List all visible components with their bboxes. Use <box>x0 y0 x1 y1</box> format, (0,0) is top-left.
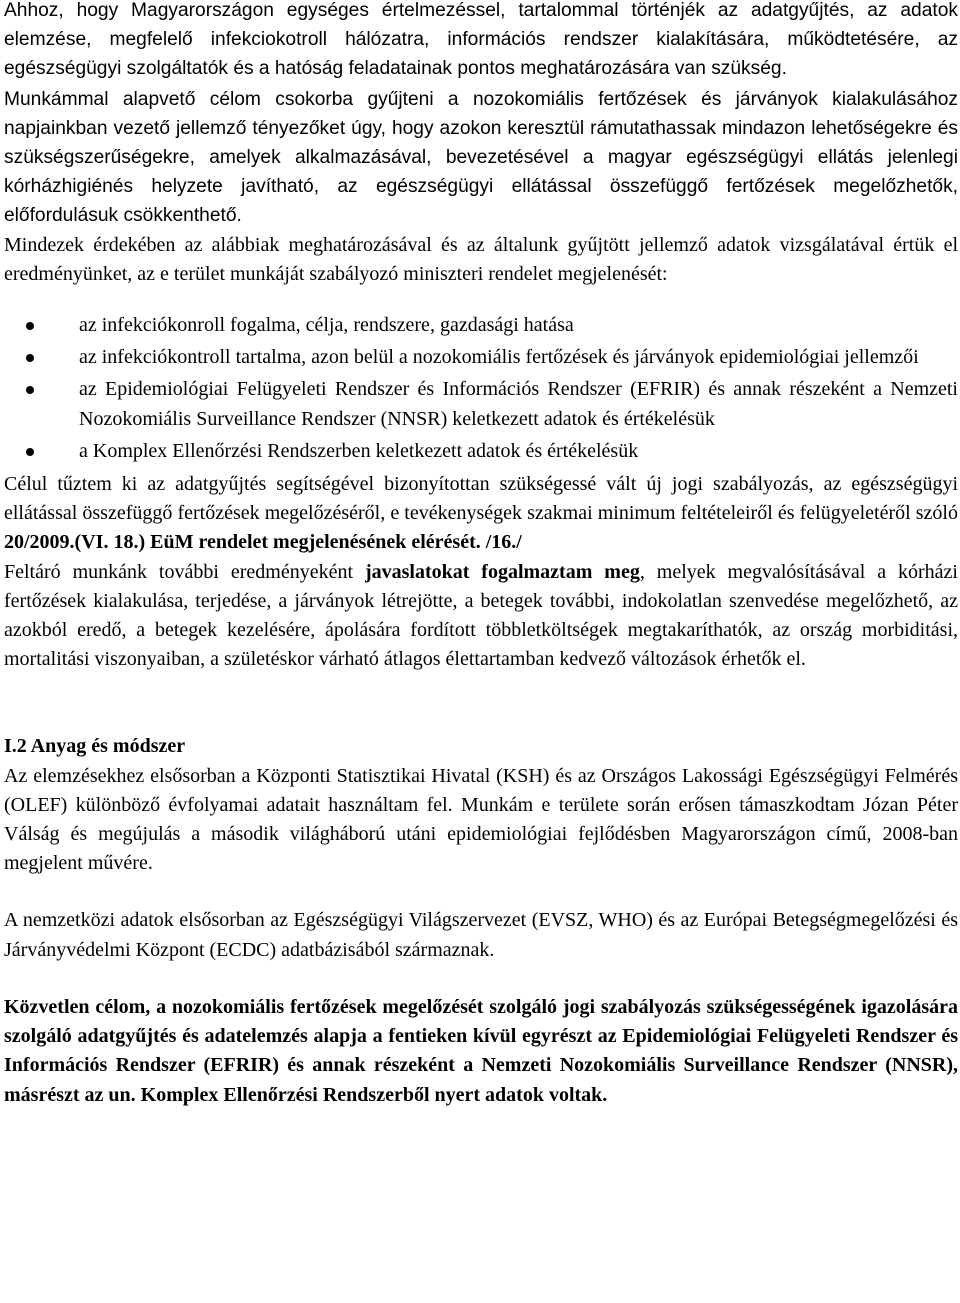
target-text: Célul tűztem ki az adatgyűjtés segítségével bizonyítottan szükségessé vált új jogi szabályozás, az egészségügyi ellátással összefüggő fertőzések megelőzéséről, e tevékenységek szakmai minimum feltételeiről és felügyeletéről szóló <box>4 473 958 525</box>
bullet-icon <box>26 354 34 362</box>
list-item <box>4 437 958 466</box>
decree-reference: 20/2009.(VI. 18.) EüM rendelet megjelenésének elérését. /16./ <box>4 531 522 554</box>
list-item <box>4 375 958 433</box>
aims-list <box>4 311 958 466</box>
section-heading: I.2 Anyag és módszer <box>4 735 186 758</box>
methods-paragraph-3: Közvetlen célom, a nozokomiális fertőzések megelőzését szolgáló jogi szabályozás szükségességének igazolására szolgáló adatgyűjtés és adatelemzés alapja a fentieken kívül egyrészt az Epidemiológiai Felügyeleti Rendszer és Információs Rendszer (EFRIR) és annak részeként a Nemzeti Nozokomiális Surveillance Rendszer (NNSR), másrészt az un. Komplex Ellenőrzési Rendszerből nyert adatok voltak. <box>4 995 958 1106</box>
list-item-text: az infekciókonroll fogalma, célja, rendszere, gazdasági hatása <box>79 314 574 337</box>
list-item-text: az infekciókontroll tartalma, azon belül a nozokomiális fertőzések és járványok epidemiológiai jellemzői <box>79 346 919 369</box>
methods-paragraph-1: Az elemzésekhez elsősorban a Központi Statisztikai Hivatal (KSH) és az Országos Lakossági Egészségügyi Felmérés (OLEF) különböző évfolyamai adatait használtam fel. Munkám e területe során erősen támaszkodtam Józan Péter Válság és megújulás a második világháború utáni epidemiológiai fejlődésben Magyarországon című, 2008-ban megjelent művére. <box>4 764 958 875</box>
aims-paragraph: Mindezek érdekében az alábbiak meghatározásával és az általunk gyűjtött jellemző adatok vizsgálatával értük el eredményünket, az e terület munkáját szabályozó miniszteri rendelet megjelenését: <box>4 233 958 285</box>
results-emphasis: javaslatokat fogalmaztam meg <box>364 560 640 583</box>
results-text-end: , melyek megvalósításával a kórházi fertőzések kialakulása, terjedése, a járványok létrejötte, a betegek további, indokolatlan szenvedése megelőzhető, az azokból eredő, a betegek kezelésére, ápolására fordított többletköltségek megtakaríthatók, az ország morbiditási, mortalitási viszonyaiban, a születéskor várható átlagos élettartamban kedvező változások érhetők el. <box>4 560 958 671</box>
list-item-text: az Epidemiológiai Felügyeleti Rendszer és Információs Rendszer (EFRIR) és annak részeként a Nemzeti Nozokomiális Surveillance Rendszer (NNSR) keletkezett adatok és értékelésük <box>79 378 958 430</box>
list-item <box>4 311 958 340</box>
bullet-icon <box>26 386 34 394</box>
results-paragraph <box>4 558 958 675</box>
goal-paragraph: Munkámmal alapvető célom csokorba gyűjteni a nozokomiális fertőzések és járványok kialakulásához napjainkban vezető jellemző tényezőket úgy, hogy azokon keresztül rámutathassak mindazon lehetőségekre és szükségszerűségekre, amelyek alkalmazásával, bevezetésével a magyar egészségügyi ellátás jelenlegi kórházhigiénés helyzete javítható, az egészségügyi ellátással összefüggő fertőzések megelőzhetők, előfordulásuk csökkenthető. <box>4 88 958 227</box>
intro-paragraph: Ahhoz, hogy Magyarországon egységes értelmezéssel, tartalommal történjék az adatgyűjtés, az adatok elemzése, megfelelő infekciokotroll hálózatra, információs rendszer kialakítására, működtetésére, az egészségügyi szolgáltatók és a hatóság feladatainak pontos meghatározására van szükség. <box>4 0 958 80</box>
target-paragraph <box>4 470 958 558</box>
methods-paragraph-2: A nemzetközi adatok elsősorban az Egészségügyi Világszervezet (EVSZ, WHO) és az Európai Betegségmegelőzési és Járványvédelmi Központ (ECDC) adatbázisából származnak. <box>4 909 958 961</box>
list-item-text: a Komplex Ellenőrzési Rendszerben keletkezett adatok és értékelésük <box>79 439 639 462</box>
bullet-icon <box>26 448 34 456</box>
list-item <box>4 343 958 372</box>
results-text-start: Feltáró munkánk további eredményeként <box>4 560 365 583</box>
bullet-icon <box>26 322 34 330</box>
